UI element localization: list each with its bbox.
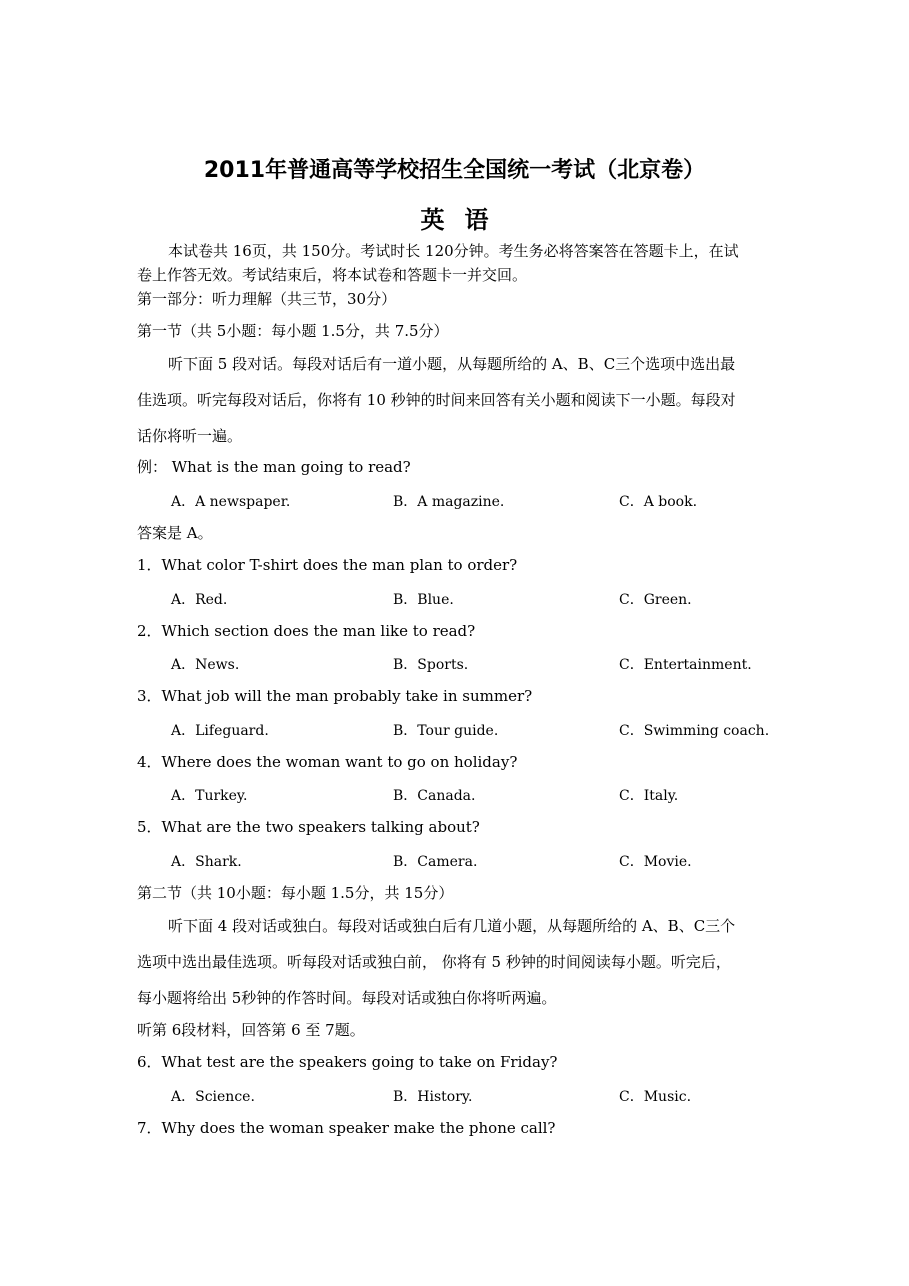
q4-option-b: B．Canada. — [393, 788, 476, 804]
q5-option-b: B．Camera. — [393, 854, 478, 870]
question-6: 6．What test are the speakers going to take on Friday? — [137, 1053, 558, 1071]
question-4: 4．Where does the woman want to go on holiday? — [137, 753, 518, 771]
section2-instruction-2: 选项中选出最佳选项。听每段对话或独白前， 你将有 5 秒钟的时间阅读每小题。听完后， — [137, 953, 731, 971]
intro-line-1: 本试卷共 16页，共 150分。考试时长 120分钟。考生务必将答案答在答题卡上，在试 — [168, 242, 739, 260]
subject-title: 英语 — [420, 206, 509, 234]
q3-option-b: B．Tour guide. — [393, 723, 499, 739]
exam-title: 2011年普通高等学校招生全国统一考试（北京卷） — [203, 158, 706, 183]
q6-option-b: B．History. — [393, 1089, 473, 1105]
q3-option-a: A．Lifeguard. — [171, 723, 269, 739]
question-2: 2．Which section does the man like to read? — [137, 622, 476, 640]
example-option-b: B．A magazine. — [393, 494, 505, 510]
q5-option-c: C．Movie. — [619, 854, 692, 870]
question-1: 1．What color T-shirt does the man plan to order? — [137, 556, 518, 574]
q1-option-c: C．Green. — [619, 592, 692, 608]
example-question: 例： What is the man going to read? — [137, 458, 411, 476]
part1-heading: 第一部分：听力理解（共三节，30分） — [137, 290, 397, 308]
q5-option-a: A．Shark. — [171, 854, 242, 870]
question-3: 3．What job will the man probably take in summer? — [137, 687, 533, 705]
q2-option-a: A．News. — [171, 657, 240, 673]
q6-option-c: C．Music. — [619, 1089, 692, 1105]
example-answer: 答案是 A。 — [137, 524, 213, 542]
question-5: 5．What are the two speakers talking about? — [137, 818, 480, 836]
section1-instruction-2: 佳选项。听完每段对话后，你将有 10 秒钟的时间来回答有关小题和阅读下一小题。每段对 — [137, 391, 736, 409]
example-option-c: C．A book. — [619, 494, 698, 510]
section1-instruction-3: 话你将听一遍。 — [137, 427, 243, 445]
q6-option-a: A．Science. — [171, 1089, 255, 1105]
q1-option-a: A．Red. — [171, 592, 228, 608]
q3-option-c: C．Swimming coach. — [619, 723, 770, 739]
q2-option-c: C．Entertainment. — [619, 657, 752, 673]
intro-line-2: 卷上作答无效。考试结束后，将本试卷和答题卡一并交回。 — [137, 266, 528, 284]
q4-option-a: A．Turkey. — [171, 788, 248, 804]
question-7: 7．Why does the woman speaker make the phone call? — [137, 1119, 556, 1137]
section1-instruction-1: 听下面 5 段对话。每段对话后有一道小题，从每题所给的 A、B、C三个选项中选出最 — [168, 355, 736, 373]
section2-heading: 第二节（共 10小题：每小题 1.5分，共 15分） — [137, 884, 454, 902]
q2-option-b: B．Sports. — [393, 657, 469, 673]
example-option-a: A．A newspaper. — [171, 494, 291, 510]
section2-instruction-1: 听下面 4 段对话或独白。每段对话或独白后有几道小题，从每题所给的 A、B、C三个 — [168, 917, 736, 935]
q1-option-b: B．Blue. — [393, 592, 454, 608]
material-6-heading: 听第 6段材料，回答第 6 至 7题。 — [137, 1021, 365, 1039]
q4-option-c: C．Italy. — [619, 788, 679, 804]
section2-instruction-3: 每小题将给出 5秒钟的作答时间。每段对话或独白你将听两遍。 — [137, 989, 557, 1007]
section1-heading: 第一节（共 5小题：每小题 1.5分，共 7.5分） — [137, 322, 449, 340]
